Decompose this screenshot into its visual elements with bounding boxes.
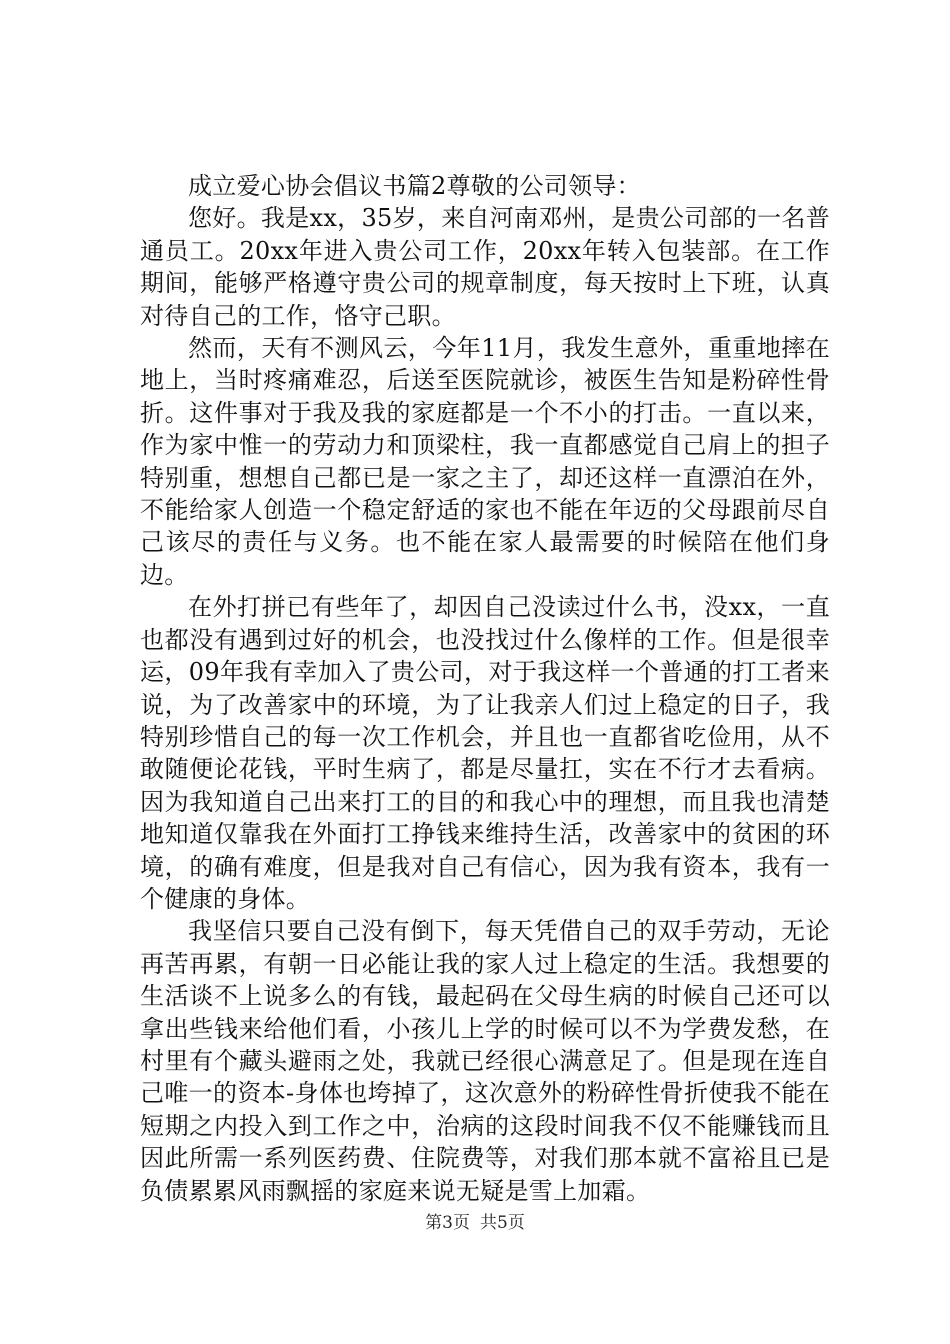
page-number-total: 共5页	[480, 1213, 525, 1233]
page-number-current: 第3页	[425, 1213, 470, 1233]
page-footer	[0, 1212, 950, 1234]
paragraph-work-history: 在外打拼已有些年了，却因自己没读过什么书，没xx，一直也都没有遇到过好的机会，也没找过什么像样的工作。但是很幸运，09年我有幸加入了贵公司，对于我这样一个普通的打工者来说，为了改善家中的环境，为了让我亲人们过上稳定的日子，我特别珍惜自己的每一次工作机会，并且也一直都省吃俭用，从不敢随便论花钱，平时生病了，都是尽量扛，实在不行才去看病。因为我知道自己出来打工的目的和我心中的理想，而且我也清楚地知道仅靠我在外面打工挣钱来维持生活，改善家中的贫困的环境，的确有难度，但是我对自己有信心，因为我有资本，我有一个健康的身体。	[140, 593, 830, 913]
paragraph-hardship: 我坚信只要自己没有倒下，每天凭借自己的双手劳动，无论再苦再累，有朝一日必能让我的家人过上稳定的生活。我想要的生活谈不上说多么的有钱，最起码在父母生病的时候自己还可以拿出些钱来给他们看，小孩儿上学的时候可以不为学费发愁，在村里有个藏头避雨之处，我就已经很心满意足了。但是现在连自己唯一的资本-身体也垮掉了，这次意外的粉碎性骨折使我不能在短期之内投入到工作之中，治病的这段时间我不仅不能赚钱而且因此所需一系列医药费、住院费等，对我们那本就不富裕且已是负债累累风雨飘摇的家庭来说无疑是雪上加霜。	[140, 917, 830, 1205]
paragraph-title-greeting: 成立爱心协会倡议书篇2尊敬的公司领导：	[188, 172, 641, 200]
document-body	[140, 170, 830, 1207]
paragraph-introduction: 您好。我是xx，35岁，来自河南邓州，是贵公司部的一名普通员工。20xx年进入贵公司工作，20xx年转入包装部。在工作期间，能够严格遵守贵公司的规章制度，每天按时上下班，认真对待自己的工作，恪守己职。	[140, 204, 831, 330]
paragraph-accident: 然而，天有不测风云，今年11月，我发生意外，重重地摔在地上，当时疼痛难忍，后送至医院就诊，被医生告知是粉碎性骨折。这件事对于我及我的家庭都是一个不小的打击。一直以来，作为家中惟一的劳动力和顶梁柱，我一直都感觉自己肩上的担子特别重，想想自己都已是一家之主了，却还这样一直漂泊在外，不能给家人创造一个稳定舒适的家也不能在年迈的父母跟前尽自己该尽的责任与义务。也不能在家人最需要的时候陪在他们身边。	[140, 334, 830, 589]
